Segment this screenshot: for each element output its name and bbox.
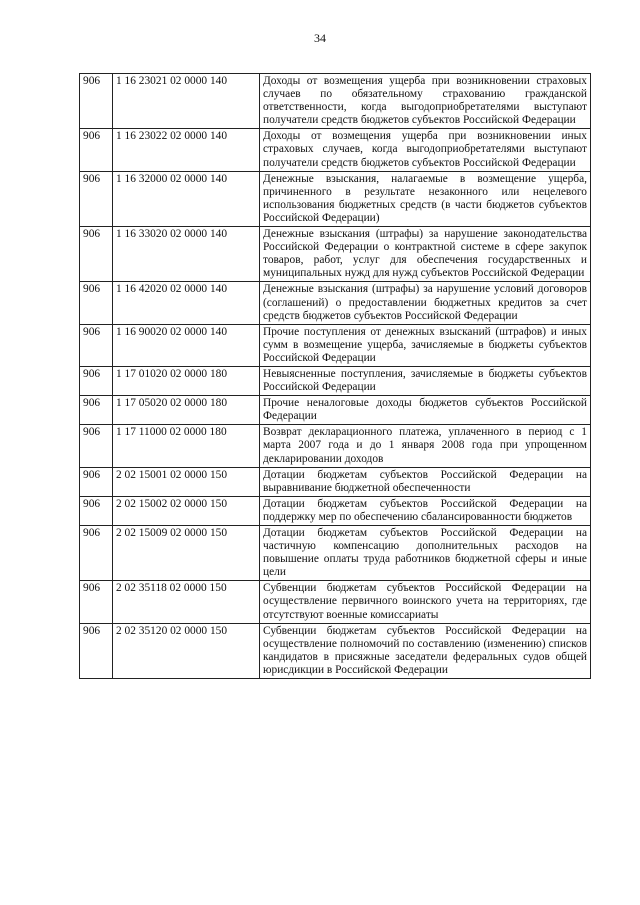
budget-code-cell: 2 02 15001 02 0000 150 bbox=[113, 467, 260, 496]
table-row bbox=[80, 467, 591, 496]
budget-code-cell: 1 16 90020 02 0000 140 bbox=[113, 324, 260, 366]
table-row bbox=[80, 526, 591, 581]
revenue-codes-table bbox=[79, 73, 591, 679]
admin-code-cell: 906 bbox=[80, 171, 113, 226]
revenue-name-cell: Субвенции бюджетам субъектов Российской Федерации на осуществление полномочий по составлению (изменению) списков кандидатов в присяжные заседатели федеральных судов общей юрисдикции в Российской Федерации bbox=[260, 623, 591, 678]
budget-code-cell: 1 17 05020 02 0000 180 bbox=[113, 396, 260, 425]
table-body bbox=[80, 74, 591, 679]
revenue-name-cell: Прочие поступления от денежных взысканий (штрафов) и иных сумм в возмещение ущерба, зачисляемые в бюджеты субъектов Российской Федерации bbox=[260, 324, 591, 366]
revenue-name-cell: Дотации бюджетам субъектов Российской Федерации на выравнивание бюджетной обеспеченности bbox=[260, 467, 591, 496]
admin-code-cell: 906 bbox=[80, 74, 113, 129]
revenue-name-cell: Денежные взыскания, налагаемые в возмещение ущерба, причиненного в результате незаконного или нецелевого использования бюджетных средств (в части бюджетов субъектов Российской Федерации) bbox=[260, 171, 591, 226]
revenue-name-cell: Прочие неналоговые доходы бюджетов субъектов Российской Федерации bbox=[260, 396, 591, 425]
table-row bbox=[80, 581, 591, 623]
table-row bbox=[80, 496, 591, 525]
budget-code-cell: 2 02 15009 02 0000 150 bbox=[113, 526, 260, 581]
budget-code-cell: 2 02 35120 02 0000 150 bbox=[113, 623, 260, 678]
table-row bbox=[80, 129, 591, 171]
admin-code-cell: 906 bbox=[80, 496, 113, 525]
admin-code-cell: 906 bbox=[80, 467, 113, 496]
budget-code-cell: 1 16 33020 02 0000 140 bbox=[113, 227, 260, 282]
admin-code-cell: 906 bbox=[80, 324, 113, 366]
budget-code-cell: 1 16 23021 02 0000 140 bbox=[113, 74, 260, 129]
table-row bbox=[80, 171, 591, 226]
admin-code-cell: 906 bbox=[80, 425, 113, 467]
budget-code-cell: 1 16 42020 02 0000 140 bbox=[113, 282, 260, 324]
budget-code-cell: 1 16 32000 02 0000 140 bbox=[113, 171, 260, 226]
revenue-name-cell: Доходы от возмещения ущерба при возникновении страховых случаев по обязательному страхованию гражданской ответственности, когда выгодоприобретателями выступают получатели средств бюджетов субъектов Российской Федерации bbox=[260, 74, 591, 129]
revenue-name-cell: Возврат декларационного платежа, уплаченного в период с 1 марта 2007 года и до 1 января 2008 года при упрощенном декларировании доходов bbox=[260, 425, 591, 467]
table-row bbox=[80, 396, 591, 425]
admin-code-cell: 906 bbox=[80, 282, 113, 324]
table-row bbox=[80, 366, 591, 395]
admin-code-cell: 906 bbox=[80, 129, 113, 171]
admin-code-cell: 906 bbox=[80, 366, 113, 395]
table-row bbox=[80, 425, 591, 467]
table-row bbox=[80, 74, 591, 129]
table-row bbox=[80, 227, 591, 282]
budget-code-cell: 2 02 15002 02 0000 150 bbox=[113, 496, 260, 525]
revenue-name-cell: Доходы от возмещения ущерба при возникновении иных страховых случаев, когда выгодоприобретателями выступают получатели средств бюджетов субъектов Российской Федерации bbox=[260, 129, 591, 171]
page-number: 34 bbox=[314, 31, 326, 45]
admin-code-cell: 906 bbox=[80, 526, 113, 581]
budget-code-cell: 1 17 01020 02 0000 180 bbox=[113, 366, 260, 395]
admin-code-cell: 906 bbox=[80, 623, 113, 678]
admin-code-cell: 906 bbox=[80, 227, 113, 282]
revenue-name-cell: Денежные взыскания (штрафы) за нарушение законодательства Российской Федерации о контрактной системе в сфере закупок товаров, работ, услуг для обеспечения государственных и муниципальных нужд для нужд субъектов Российской Федерации bbox=[260, 227, 591, 282]
budget-code-cell: 1 17 11000 02 0000 180 bbox=[113, 425, 260, 467]
table-row bbox=[80, 324, 591, 366]
revenue-name-cell: Дотации бюджетам субъектов Российской Федерации на частичную компенсацию дополнительных расходов на повышение оплаты труда работников бюджетной сферы и иные цели bbox=[260, 526, 591, 581]
table-row bbox=[80, 282, 591, 324]
revenue-name-cell: Дотации бюджетам субъектов Российской Федерации на поддержку мер по обеспечению сбалансированности бюджетов bbox=[260, 496, 591, 525]
table-row bbox=[80, 623, 591, 678]
budget-code-cell: 1 16 23022 02 0000 140 bbox=[113, 129, 260, 171]
revenue-name-cell: Субвенции бюджетам субъектов Российской Федерации на осуществление первичного воинского учета на территориях, где отсутствуют военные комиссариаты bbox=[260, 581, 591, 623]
admin-code-cell: 906 bbox=[80, 581, 113, 623]
admin-code-cell: 906 bbox=[80, 396, 113, 425]
budget-code-cell: 2 02 35118 02 0000 150 bbox=[113, 581, 260, 623]
revenue-name-cell: Денежные взыскания (штрафы) за нарушение условий договоров (соглашений) о предоставлении бюджетных кредитов за счет средств бюджетов субъектов Российской Федерации bbox=[260, 282, 591, 324]
revenue-name-cell: Невыясненные поступления, зачисляемые в бюджеты субъектов Российской Федерации bbox=[260, 366, 591, 395]
